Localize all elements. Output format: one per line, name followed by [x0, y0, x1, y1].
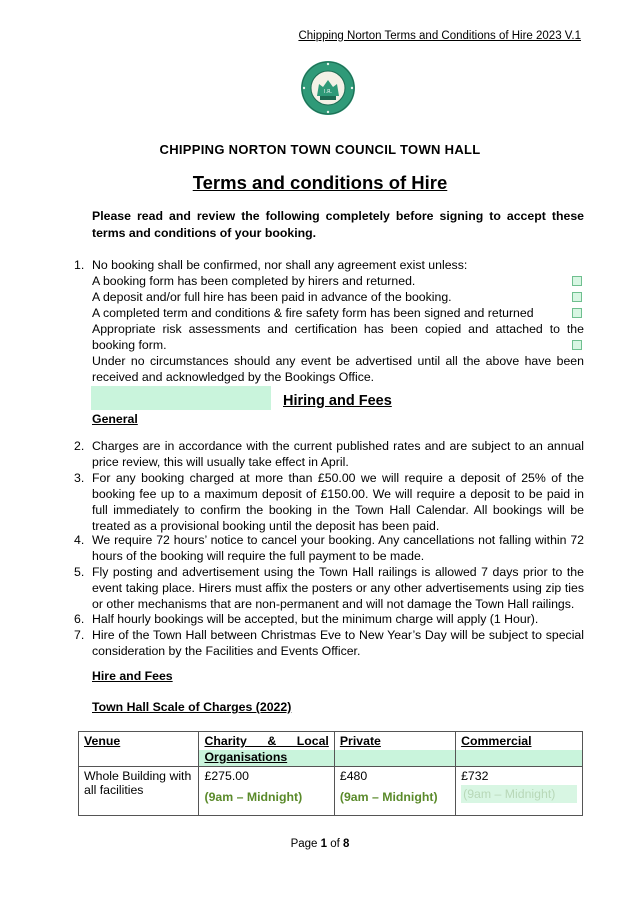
header-charity: Charity & Local Organisations — [199, 732, 334, 767]
checklist-item — [92, 289, 584, 305]
clause-number: 2. — [74, 439, 85, 453]
checklist-item — [92, 305, 584, 321]
cell-commercial: £732 (9am – Midnight) — [456, 767, 583, 816]
charges-table — [78, 731, 583, 816]
svg-text:I.R.: I.R. — [324, 89, 332, 95]
clause-number: 3. — [74, 471, 85, 485]
checkbox[interactable] — [572, 340, 582, 350]
checklist-label: A deposit and/or full hire has been paid in advance of the booking. — [92, 290, 452, 304]
page-title: Terms and conditions of Hire — [192, 172, 448, 193]
clause-6 — [74, 611, 584, 627]
clause-text: Half hourly bookings will be accepted, but the minimum charge will apply (1 Hour). — [92, 612, 539, 626]
form-input-field[interactable] — [91, 386, 271, 410]
checklist-item — [92, 273, 584, 289]
checklist-label: Appropriate risk assessments and certification has been copied and attached to the booking form. — [92, 322, 584, 352]
section-heading-hiring-fees: Hiring and Fees — [283, 393, 392, 409]
header-venue: Venue — [79, 732, 199, 767]
clause-number: 6. — [74, 612, 85, 626]
clause-2 — [74, 438, 584, 470]
clause-text: Hire of the Town Hall between Christmas Eve to New Year’s Day will be subject to special consideration by the Facilities and Events Officer. — [92, 628, 584, 658]
intro-paragraph: Please read and review the following completely before signing to accept these terms and conditions of your booking. — [92, 209, 584, 240]
checklist-label: A completed term and conditions & fire safety form has been signed and returned — [92, 306, 534, 320]
table-header-row — [79, 732, 583, 767]
cell-charity: £275.00 (9am – Midnight) — [199, 767, 334, 816]
clause-number: 1. — [74, 258, 85, 272]
town-seal-logo — [300, 60, 356, 116]
clause-7 — [74, 627, 584, 659]
clause-text: We require 72 hours’ notice to cancel your booking. Any cancellations not falling within 72 hours of the booking will require the full payment to be made. — [92, 533, 584, 563]
organisation-name: CHIPPING NORTON TOWN COUNCIL TOWN HALL — [159, 142, 481, 157]
table-row — [79, 767, 583, 816]
checkbox[interactable] — [572, 308, 582, 318]
clause-text: Fly posting and advertisement using the Town Hall railings is allowed 7 days prior to the event taking place. Hirers must affix the posters or any other advertisements using zip ties or other mechanisms that are non-permanent and will not damage the Town Hall railings. — [92, 565, 584, 611]
document-reference: Chipping Norton Terms and Conditions of Hire 2023 V.1 — [298, 30, 581, 42]
clause-number: 7. — [74, 628, 85, 642]
checklist-item — [92, 321, 584, 353]
subheading-scale-of-charges: Town Hall Scale of Charges (2022) — [92, 700, 292, 714]
clause-3 — [74, 470, 584, 534]
clause-text: Charges are in accordance with the current published rates and are subject to an annual price review, this will usually take effect in April. — [92, 439, 584, 469]
checklist-label: A booking form has been completed by hirers and returned. — [92, 274, 416, 288]
clause-number: 5. — [74, 565, 85, 579]
clause-1-lead: No booking shall be confirmed, nor shall any agreement exist unless: — [92, 258, 468, 272]
header-commercial: Commercial — [456, 732, 583, 767]
clause-4 — [74, 532, 584, 564]
subheading-hire-and-fees: Hire and Fees — [92, 669, 173, 683]
cell-private: £480 (9am – Midnight) — [334, 767, 455, 816]
checkbox[interactable] — [572, 276, 582, 286]
clause-number: 4. — [74, 533, 85, 547]
clause-5 — [74, 564, 584, 612]
subheading-general: General — [92, 412, 138, 426]
header-private: Private — [334, 732, 455, 767]
checkbox[interactable] — [572, 292, 582, 302]
clause-text: For any booking charged at more than £50.00 we will require a deposit of 25% of the booking fee up to a maximum deposit of £150.00. We will require a deposit to be paid in full immediately to confirm the booking in the Town Hall Calendar. All bookings will be treated as a provisional booking until the deposit has been paid. — [92, 471, 584, 533]
cell-venue: Whole Building with all facilities — [79, 767, 199, 816]
clause-1-closing: Under no circumstances should any event be advertised until all the above have been received and acknowledged by the Bookings Office. — [92, 354, 584, 384]
clause-1 — [74, 257, 584, 385]
page-number: Page 1 of 8 — [290, 838, 350, 850]
